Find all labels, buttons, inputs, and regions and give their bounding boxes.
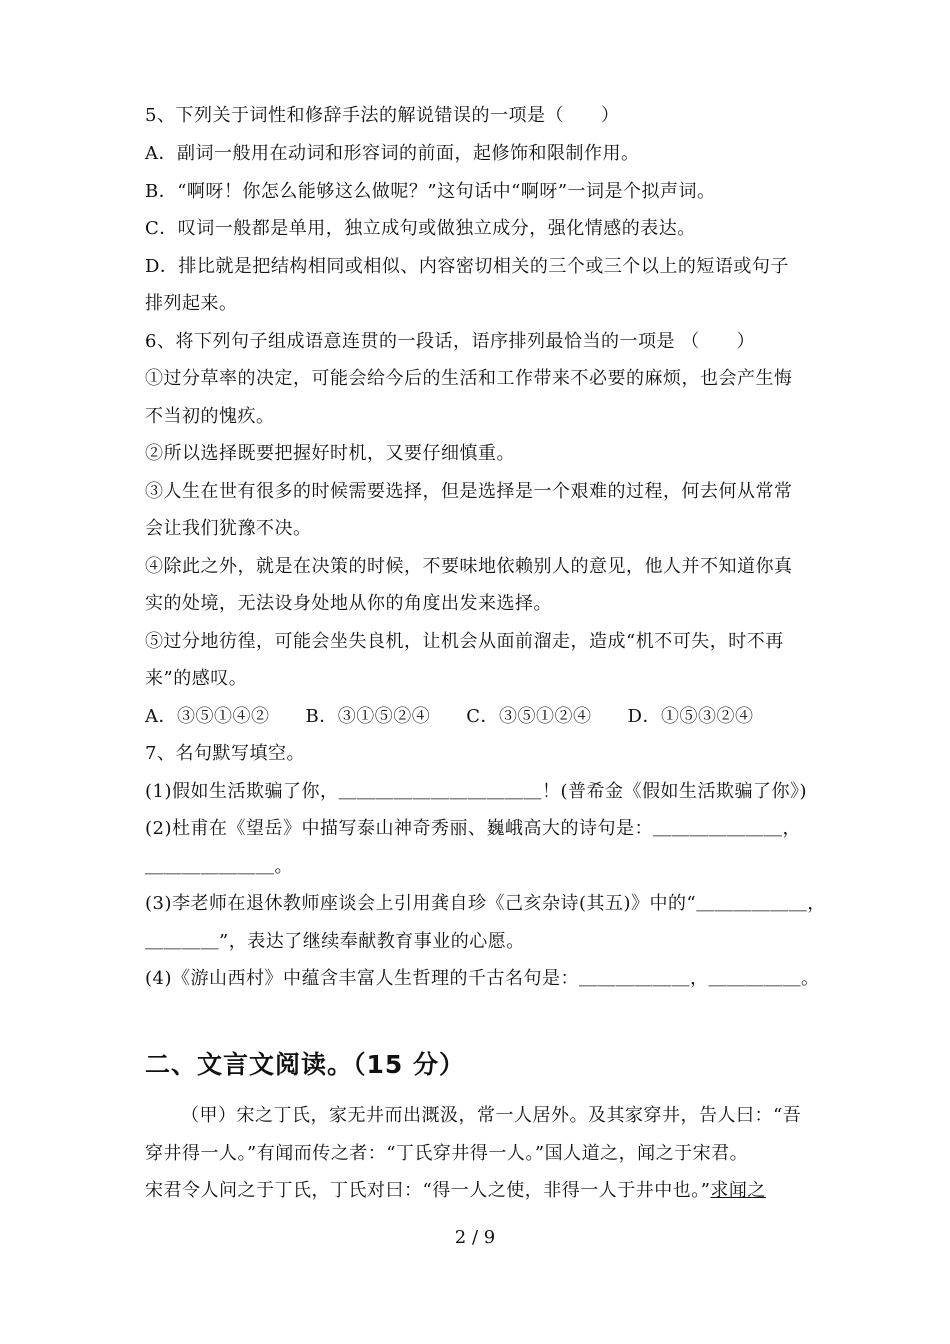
q6-sentence-5-line2: 来”的感叹。 (145, 668, 248, 689)
page-number: 2 / 9 (454, 1227, 496, 1248)
q5-option-d-line1: D．排比就是把结构相同或相似、内容密切相关的三个或三个以上的短语或句子 (145, 256, 789, 277)
q6-sentence-3-line1: ③人生在世有很多的时候需要选择，但是选择是一个艰难的过程，何去何从常常 (145, 481, 793, 502)
q6-option-c: C．③⑤①②④ (466, 706, 592, 727)
q5-option-d-line2: 排列起来。 (145, 293, 238, 314)
q7-item-1: (1)假如生活欺骗了你，＿＿＿＿＿＿＿＿＿＿＿！(普希金《假如生活欺骗了你》) (145, 781, 808, 802)
passage-line-3 (145, 1179, 825, 1203)
section-2-heading: 二、文言文阅读。（15 分） (145, 1050, 465, 1079)
q7-item-4: (4)《游山西村》中蕴含丰富人生哲理的千古名句是：＿＿＿＿＿＿，＿＿＿＿＿。 (145, 968, 820, 989)
q7-stem: 7、名句默写填空。 (145, 743, 305, 764)
q6-option-d: D．①⑤③②④ (627, 706, 754, 727)
q7-item-2-line2: ＿＿＿＿＿＿＿。 (145, 856, 293, 877)
q6-sentence-5-line1: ⑤过分地彷徨，可能会坐失良机，让机会从面前溜走，造成“机不可失，时不再 (145, 631, 784, 652)
q6-sentence-1-line1: ①过分草率的决定，可能会给今后的生活和工作带来不必要的麻烦，也会产生悔 (145, 368, 793, 389)
q6-sentence-3-line2: 会让我们犹豫不决。 (145, 518, 312, 539)
passage-underlined-phrase: 求闻之 (710, 1180, 766, 1201)
q6-option-b: B．③①⑤②④ (305, 706, 431, 727)
q7-item-3-line1: (3)李老师在退休教师座谈会上引用龚自珍《己亥杂诗(其五)》中的“＿＿＿＿＿＿， (145, 893, 826, 914)
q7-item-3-line2: ＿＿＿＿”，表达了继续奉献教育事业的心愿。 (145, 931, 525, 952)
q6-sentence-4-line1: ④除此之外，就是在决策的时候，不要味地依赖别人的意见，他人并不知道你真 (145, 556, 793, 577)
q6-sentence-4-line2: 实的处境，无法设身处地从你的角度出发来选择。 (145, 593, 552, 614)
q6-option-a: A．③⑤①④② (145, 706, 270, 727)
q6-sentence-2: ②所以选择既要把握好时机，又要仔细慎重。 (145, 443, 515, 464)
q7-item-2-line1: (2)杜甫在《望岳》中描写泰山神奇秀丽、巍峨高大的诗句是：＿＿＿＿＿＿＿， (145, 818, 801, 839)
q6-stem: 6、将下列句子组成语意连贯的一段话，语序排列最恰当的一项是 （ ） (145, 331, 756, 352)
q6-sentence-1-line2: 不当初的愧疚。 (145, 406, 275, 427)
passage-line-1: （甲）宋之丁氏，家无井而出溉汲，常一人居外。及其家穿井，告人曰：“吾 (181, 1105, 802, 1126)
q5-option-a: A．副词一般用在动词和形容词的前面，起修饰和限制作用。 (145, 143, 640, 164)
q6-options (145, 705, 825, 729)
q5-option-b: B．“啊呀！你怎么能够这么做呢？”这句话中“啊呀”一词是个拟声词。 (145, 181, 716, 202)
passage-line-3-text: 宋君令人问之于丁氏，丁氏对曰：“得一人之使，非得一人于井中也。” (145, 1180, 711, 1201)
passage-line-2: 穿井得一人。”有闻而传之者：“丁氏穿井得一人。”国人道之，闻之于宋君。 (145, 1143, 749, 1164)
q5-stem: 5、下列关于词性和修辞手法的解说错误的一项是（ ） (145, 105, 620, 126)
q5-option-c: C．叹词一般都是单用，独立成句或做独立成分，强化情感的表达。 (145, 218, 696, 239)
